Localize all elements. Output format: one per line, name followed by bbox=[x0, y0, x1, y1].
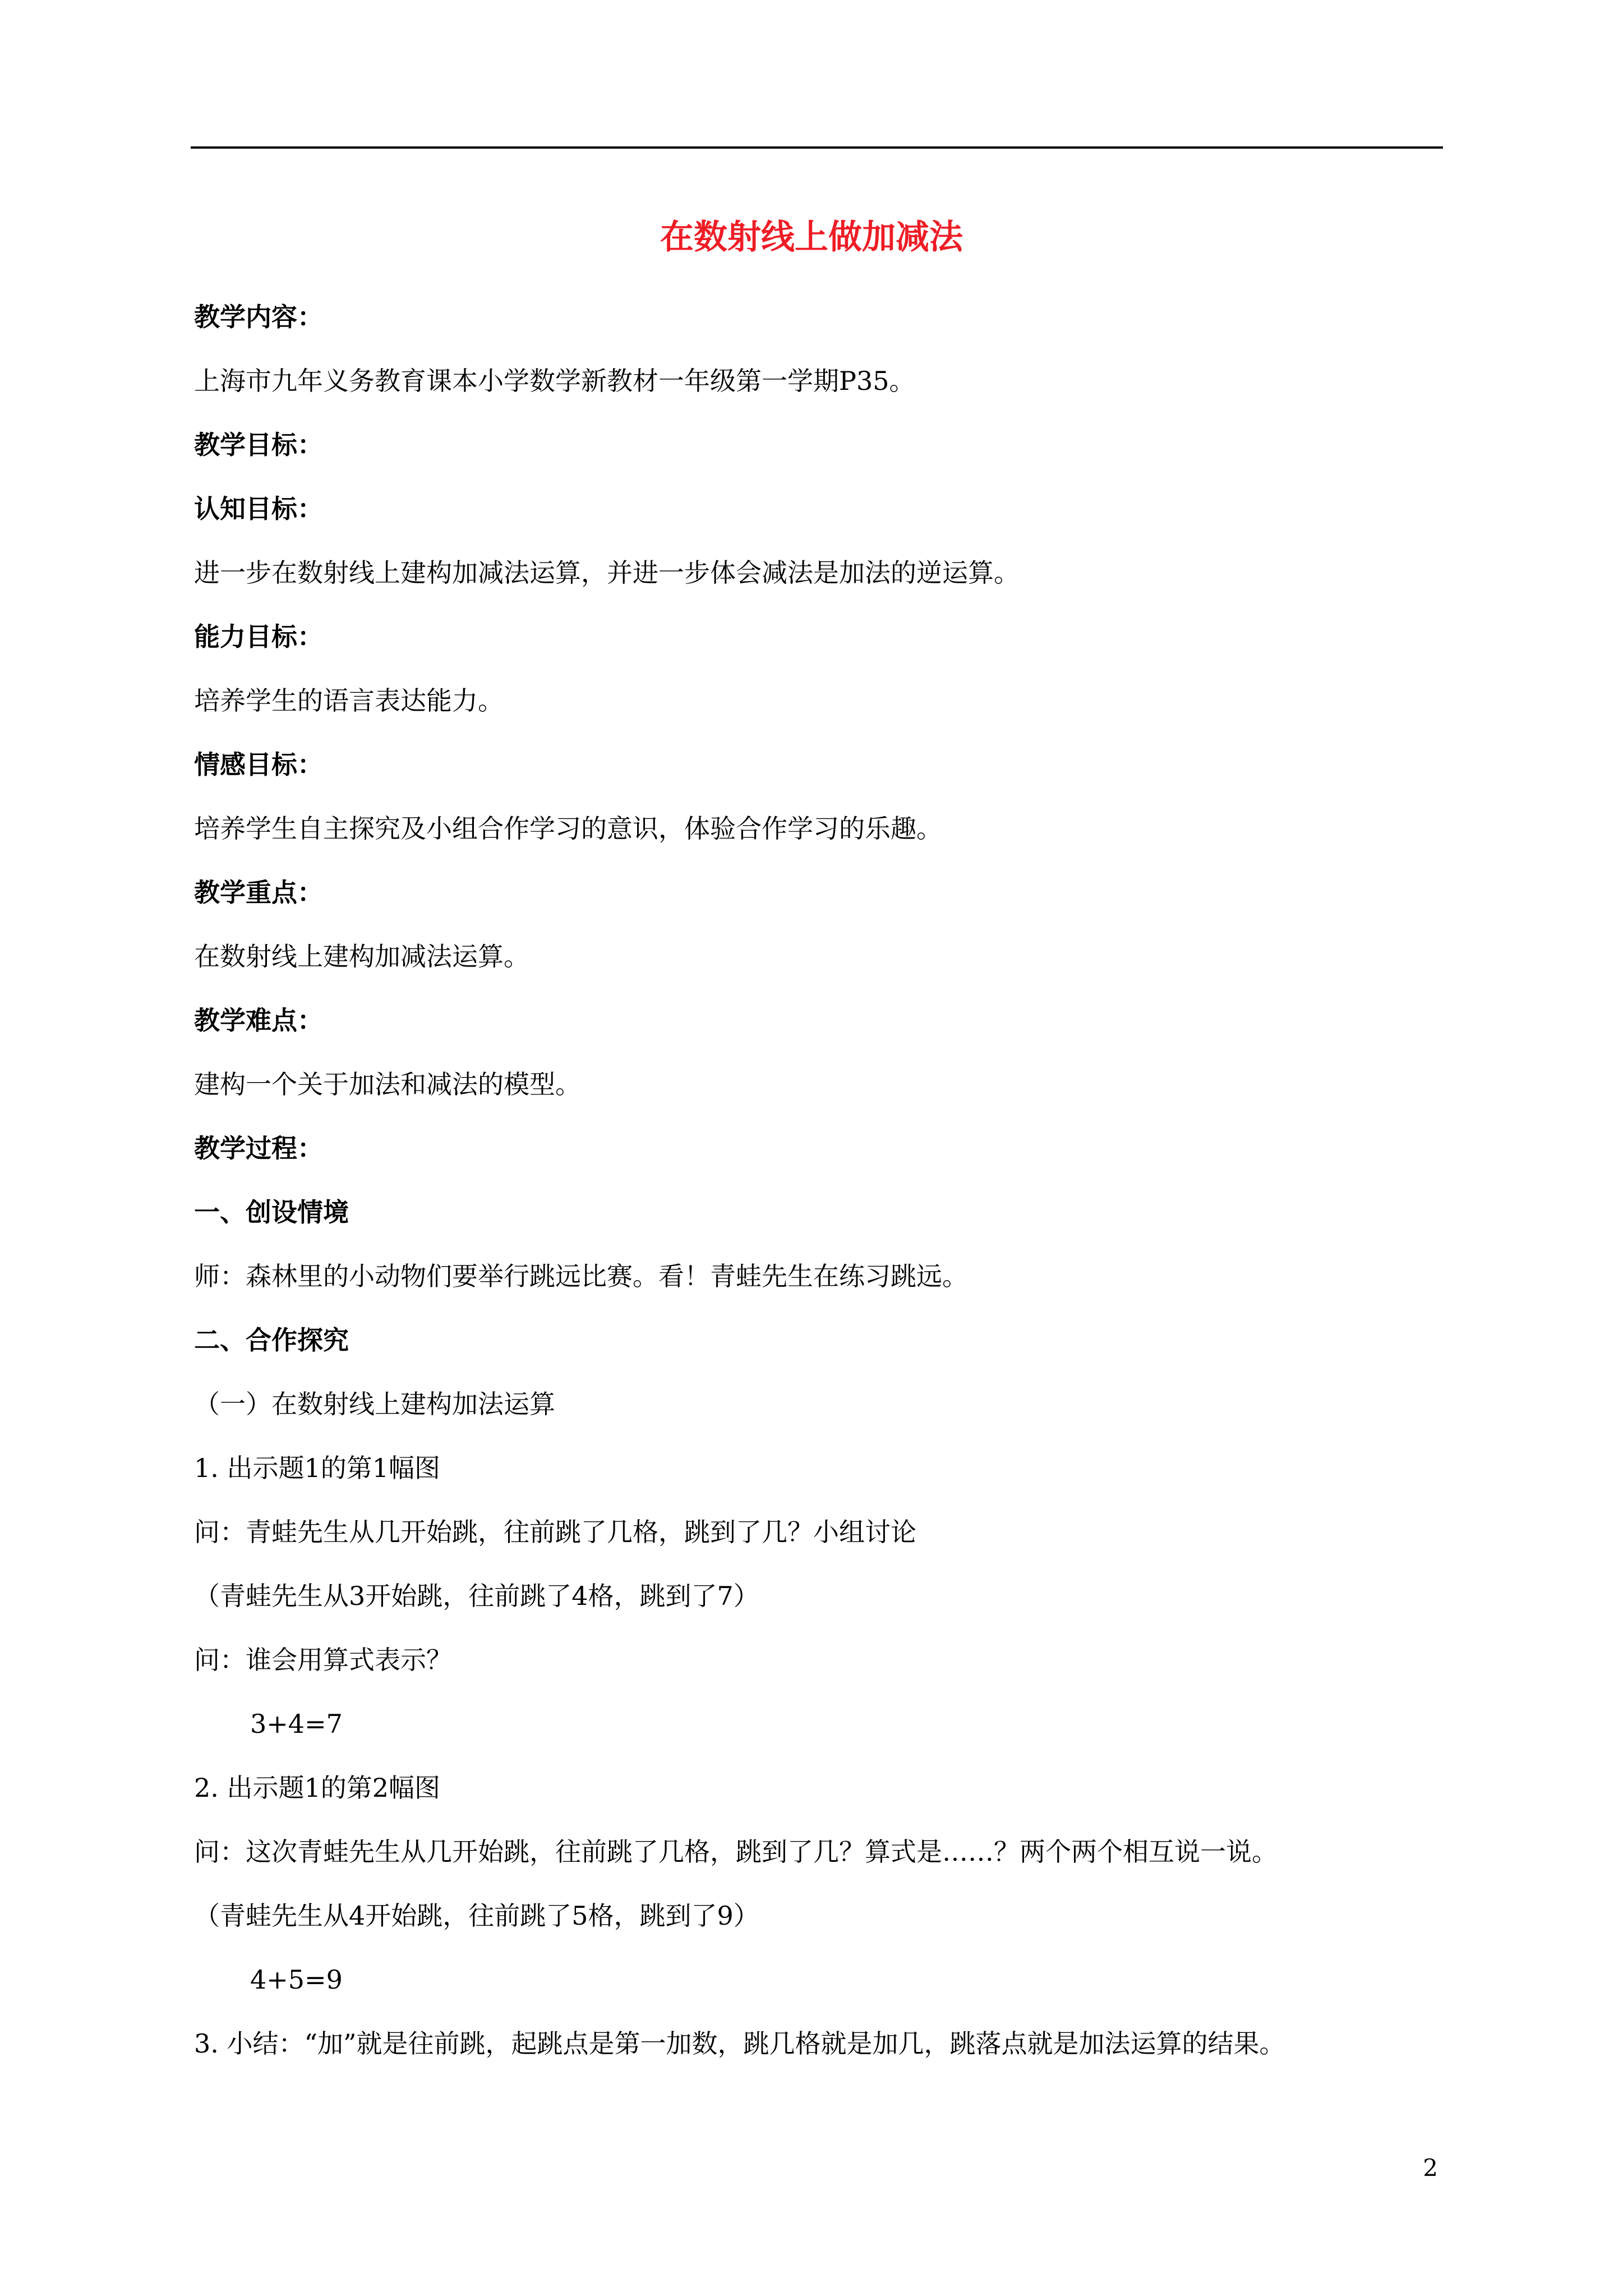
list-item-2: 2. 出示题1的第2幅图 bbox=[194, 1773, 441, 1803]
heading-section-one: 一、创设情境 bbox=[194, 1197, 349, 1227]
list-item-3-summary: 3. 小结：“加”就是往前跳，起跳点是第一加数，跳几格就是加几，跳落点就是加法运算的结果。 bbox=[194, 2028, 1285, 2059]
paragraph-difficulties: 建构一个关于加法和减法的模型。 bbox=[194, 1069, 581, 1099]
heading-ability-goal: 能力目标： bbox=[194, 622, 323, 652]
header-rule bbox=[191, 146, 1443, 149]
document-body bbox=[194, 297, 1450, 2088]
paragraph-question-3: 问：这次青蛙先生从几开始跳，往前跳了几格，跳到了几？算式是……？两个两个相互说一说。 bbox=[194, 1837, 1278, 1867]
list-item-1: 1. 出示题1的第1幅图 bbox=[194, 1453, 441, 1483]
document-title: 在数射线上做加减法 bbox=[660, 218, 963, 257]
paragraph-question-1: 问：青蛙先生从几开始跳，往前跳了几格，跳到了几？小组讨论 bbox=[194, 1517, 916, 1547]
heading-difficulties: 教学难点： bbox=[194, 1005, 323, 1036]
paragraph-ability-goal: 培养学生的语言表达能力。 bbox=[194, 685, 504, 716]
paragraph-cognitive-goal: 进一步在数射线上建构加减法运算，并进一步体会减法是加法的逆运算。 bbox=[194, 558, 1020, 588]
paragraph-question-2: 问：谁会用算式表示？ bbox=[194, 1645, 452, 1675]
heading-key-points: 教学重点： bbox=[194, 877, 323, 908]
heading-teaching-content: 教学内容： bbox=[194, 302, 323, 332]
equation-1: 3+4=7 bbox=[250, 1709, 343, 1739]
heading-teaching-process: 教学过程： bbox=[194, 1133, 323, 1163]
paragraph-textbook-source: 上海市九年义务教育课本小学数学新教材一年级第一学期P35。 bbox=[194, 366, 915, 396]
equation-2: 4+5=9 bbox=[250, 1964, 343, 1995]
heading-emotional-goal: 情感目标： bbox=[194, 749, 323, 780]
heading-cognitive-goal: 认知目标： bbox=[194, 494, 323, 524]
heading-teaching-goals: 教学目标： bbox=[194, 430, 323, 460]
paragraph-answer-2: （青蛙先生从4开始跳，往前跳了5格，跳到了9） bbox=[194, 1901, 759, 1931]
page-number: 2 bbox=[1423, 2154, 1438, 2182]
paragraph-emotional-goal: 培养学生自主探究及小组合作学习的意识，体验合作学习的乐趣。 bbox=[194, 813, 942, 844]
paragraph-teacher-intro: 师：森林里的小动物们要举行跳远比赛。看！青蛙先生在练习跳远。 bbox=[194, 1261, 968, 1291]
paragraph-key-points: 在数射线上建构加减法运算。 bbox=[194, 941, 529, 972]
paragraph-answer-1: （青蛙先生从3开始跳，往前跳了4格，跳到了7） bbox=[194, 1581, 759, 1611]
heading-section-two: 二、合作探究 bbox=[194, 1325, 349, 1355]
subheading-addition: （一）在数射线上建构加法运算 bbox=[194, 1389, 555, 1419]
